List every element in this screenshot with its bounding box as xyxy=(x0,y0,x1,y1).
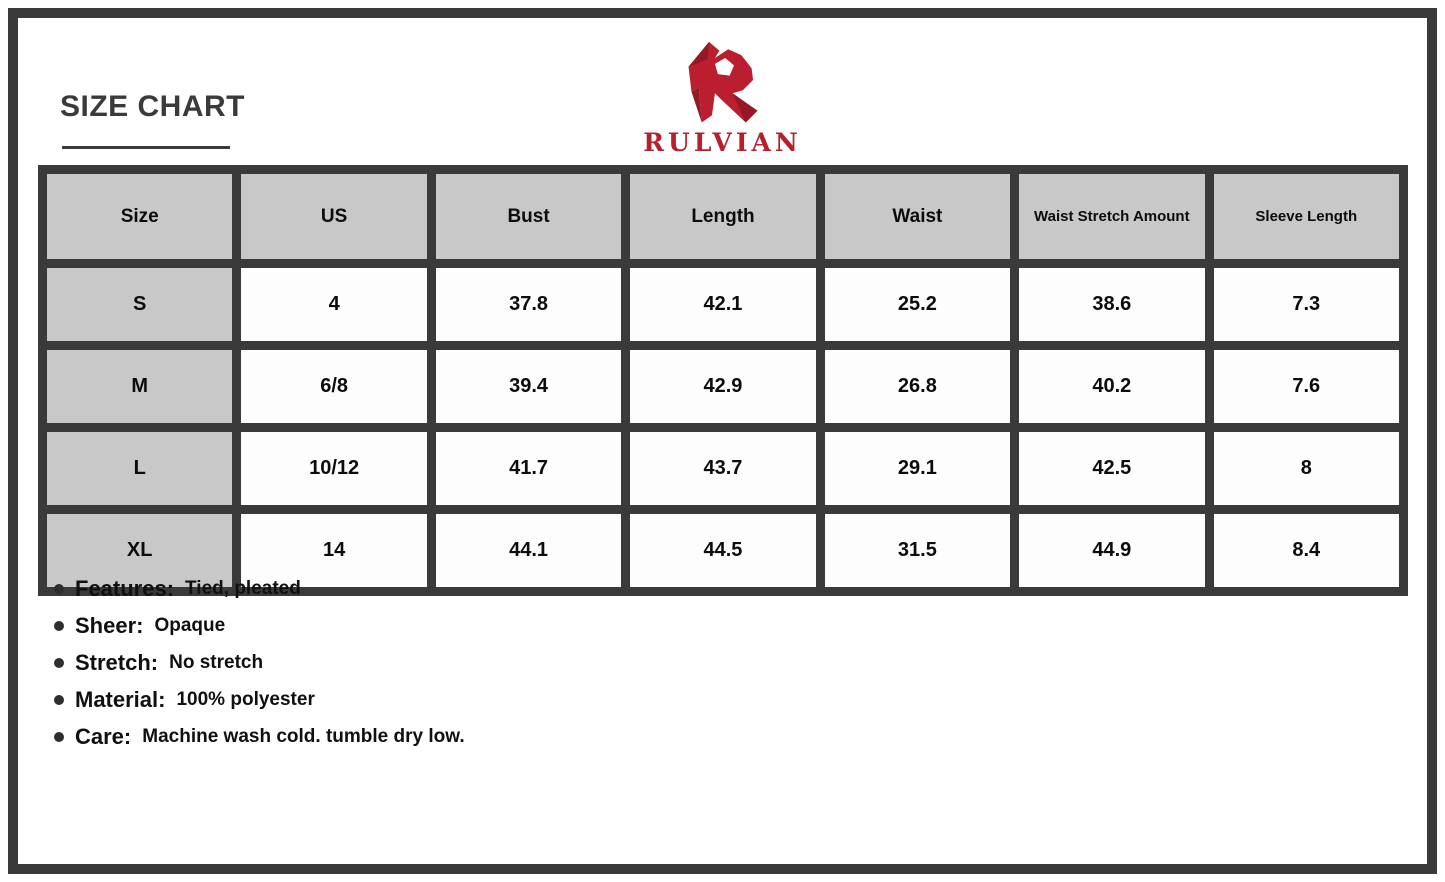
table-cell: 43.7 xyxy=(626,428,820,510)
table-cell: 8.4 xyxy=(1209,510,1403,592)
bullet-icon xyxy=(54,658,64,668)
table-cell: 7.6 xyxy=(1209,346,1403,428)
table-cell: 42.5 xyxy=(1015,428,1209,510)
table-cell: 29.1 xyxy=(820,428,1014,510)
table-cell: 40.2 xyxy=(1015,346,1209,428)
table-cell-size: M xyxy=(43,346,237,428)
bullet-icon xyxy=(54,584,64,594)
size-chart-table-head xyxy=(43,170,1404,264)
table-cell: 10/12 xyxy=(237,428,431,510)
product-details-list xyxy=(54,570,465,755)
table-header-cell: Sleeve Length xyxy=(1209,170,1403,264)
table-header-cell: Waist xyxy=(820,170,1014,264)
bullet-icon xyxy=(54,621,64,631)
page-title: SIZE CHART xyxy=(60,90,245,123)
detail-value: Tied, pleated xyxy=(185,577,301,599)
table-cell: 44.9 xyxy=(1015,510,1209,592)
table-cell: 42.9 xyxy=(626,346,820,428)
detail-label: Sheer: xyxy=(75,612,144,638)
table-cell: 44.5 xyxy=(626,510,820,592)
table-cell: 39.4 xyxy=(431,346,625,428)
brand-block xyxy=(593,36,853,157)
rulvian-angular-r-icon xyxy=(593,36,853,124)
table-row xyxy=(43,428,1404,510)
detail-label: Material: xyxy=(75,686,166,712)
table-cell: 14 xyxy=(237,510,431,592)
detail-label: Care: xyxy=(75,723,132,749)
detail-label: Stretch: xyxy=(75,649,159,675)
table-cell: 8 xyxy=(1209,428,1403,510)
table-header-cell: Bust xyxy=(431,170,625,264)
detail-value: Machine wash cold. tumble dry low. xyxy=(142,725,465,747)
detail-value: No stretch xyxy=(169,651,264,673)
table-cell: 6/8 xyxy=(237,346,431,428)
detail-item xyxy=(54,718,465,755)
table-header-row xyxy=(43,170,1404,264)
detail-label: Features: xyxy=(75,575,175,601)
size-chart-table xyxy=(38,165,1408,596)
table-cell-size: S xyxy=(43,264,237,346)
table-cell: 44.1 xyxy=(431,510,625,592)
detail-value: 100% polyester xyxy=(176,688,315,710)
detail-value: Opaque xyxy=(154,614,226,636)
detail-item xyxy=(54,570,465,607)
table-cell-size: L xyxy=(43,428,237,510)
table-cell: 25.2 xyxy=(820,264,1014,346)
table-cell: 38.6 xyxy=(1015,264,1209,346)
table-cell: 37.8 xyxy=(431,264,625,346)
bullet-icon xyxy=(54,695,64,705)
size-chart-table-body xyxy=(43,264,1404,592)
table-cell: 31.5 xyxy=(820,510,1014,592)
table-cell: 7.3 xyxy=(1209,264,1403,346)
table-cell: 42.1 xyxy=(626,264,820,346)
detail-item xyxy=(54,607,465,644)
table-header-cell: Size xyxy=(43,170,237,264)
table-row xyxy=(43,346,1404,428)
table-cell: 4 xyxy=(237,264,431,346)
table-cell-size: XL xyxy=(43,510,237,592)
table-header-cell: Length xyxy=(626,170,820,264)
detail-item xyxy=(54,644,465,681)
table-header-cell: US xyxy=(237,170,431,264)
detail-item xyxy=(54,681,465,718)
table-cell: 26.8 xyxy=(820,346,1014,428)
table-row xyxy=(43,264,1404,346)
brand-wordmark: RULVIAN xyxy=(643,128,802,157)
table-cell: 41.7 xyxy=(431,428,625,510)
title-underline xyxy=(62,146,230,149)
table-header-cell: Waist Stretch Amount xyxy=(1015,170,1209,264)
bullet-icon xyxy=(54,732,64,742)
